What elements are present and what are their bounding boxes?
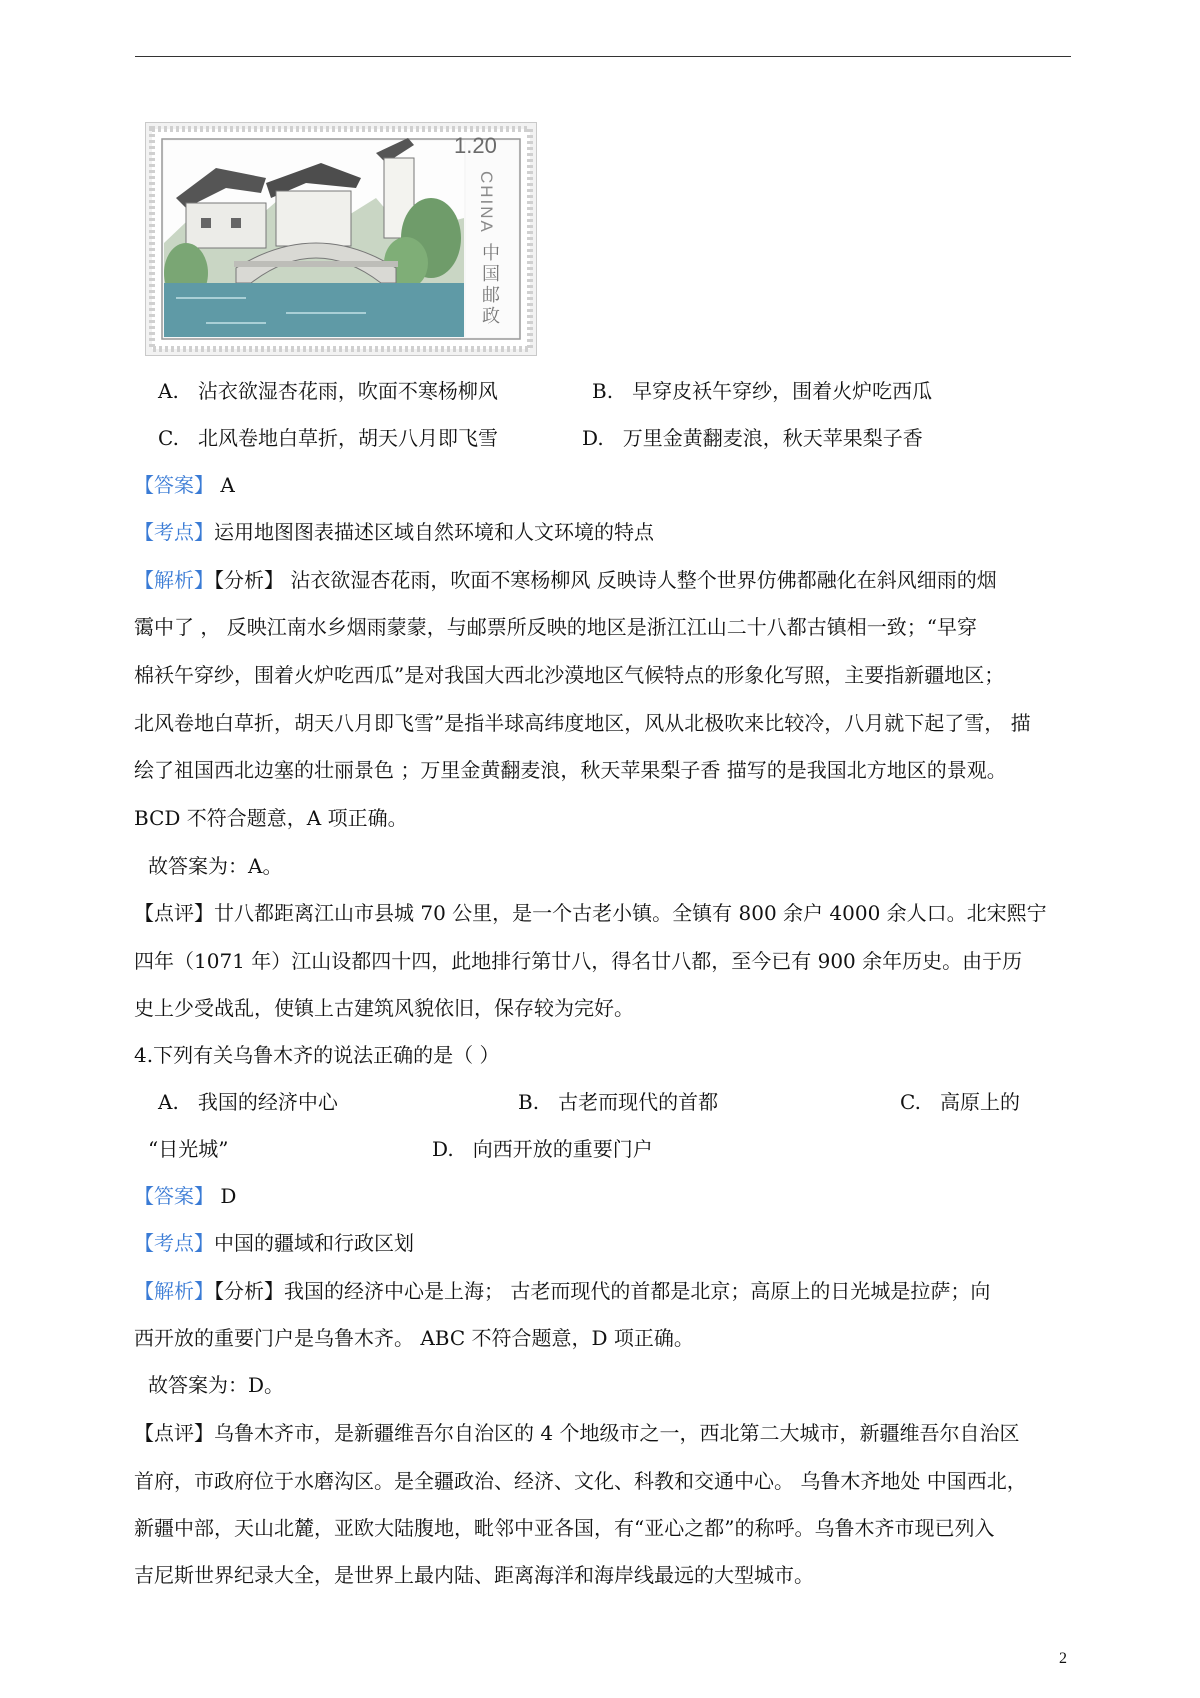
q3-analysis-line-4: 北风卷地白草折，胡天八月即飞雪”是指半球高纬度地区，风从北极吹来比较冷，八月就下起了雪， 描 bbox=[134, 711, 1031, 735]
q4-point: 【考点】中国的疆域和行政区划 bbox=[134, 1231, 414, 1255]
stamp-country: CHINA bbox=[477, 171, 496, 234]
q4-analysis-line-1: 【解析】【分析】我国的经济中心是上海； 古老而现代的首都是北京；高原上的日光城是拉萨；向 bbox=[134, 1279, 991, 1303]
q3-comment-line-2: 四年（1071 年）江山设都四十四，此地排行第廿八，得名廿八都，至今已有 900 余年历史。由于历 bbox=[134, 949, 1023, 973]
q4-comment-line-1: 【点评】乌鲁木齐市，是新疆维吾尔自治区的 4 个地级市之一，西北第二大城市，新疆维吾尔自治区 bbox=[134, 1421, 1020, 1445]
q3-option-c: C. 北风卷地白草折，胡天八月即飞雪 bbox=[158, 426, 499, 450]
q3-comment-line-1: 【点评】廿八都距离江山市县城 70 公里，是一个古老小镇。全镇有 800 余户 4000 余人口。北宋熙宁 bbox=[134, 901, 1047, 925]
q3-analysis-line-1: 【解析】【分析】 沾衣欲湿杏花雨，吹面不寒杨柳风 反映诗人整个世界仿佛都融化在斜风细雨的烟 bbox=[134, 568, 997, 592]
q4-option-c-cont: “日光城” bbox=[148, 1137, 229, 1161]
q3-analysis-line-5: 绘了祖国西北边塞的壮丽景色 ；万里金黄翻麦浪，秋天苹果梨子香 描写的是我国北方地区的景观。 bbox=[134, 758, 1007, 782]
q4-analysis-line-2: 西开放的重要门户是乌鲁木齐。 ABC 不符合题意，D 项正确。 bbox=[134, 1326, 694, 1350]
q4-answer: 【答案】 D bbox=[134, 1184, 237, 1208]
q4-conclusion: 故答案为：D。 bbox=[148, 1373, 285, 1397]
q3-analysis-line-3: 棉袄午穿纱，围着火炉吃西瓜”是对我国大西北沙漠地区气候特点的形象化写照，主要指新疆地区； bbox=[134, 663, 1005, 687]
q3-analysis-line-2: 霭中了 ， 反映江南水乡烟雨蒙蒙，与邮票所反映的地区是浙江江山二十八都古镇相一致；“早穿 bbox=[134, 615, 977, 639]
q4-option-a: A. 我国的经济中心 bbox=[158, 1090, 338, 1114]
stamp-post: 中国邮政 bbox=[479, 243, 500, 327]
q4-option-c: C. 高原上的 bbox=[900, 1090, 1021, 1114]
q3-conclusion: 故答案为：A。 bbox=[148, 854, 283, 878]
q3-option-b: B. 早穿皮袄午穿纱，围着火炉吃西瓜 bbox=[592, 379, 933, 403]
stamp-value: 1.20 bbox=[454, 133, 497, 158]
q4-comment-line-2: 首府，市政府位于水磨沟区。是全疆政治、经济、文化、科教和交通中心。 乌鲁木齐地处 中国西北， bbox=[134, 1469, 1027, 1493]
q4-comment-line-4: 吉尼斯世界纪录大全，是世界上最内陆、距离海洋和海岸线最远的大型城市。 bbox=[134, 1563, 814, 1587]
q4-comment-line-3: 新疆中部，天山北麓，亚欧大陆腹地，毗邻中亚各国，有“亚心之都”的称呼。乌鲁木齐市现已列入 bbox=[134, 1516, 995, 1540]
q3-option-d: D. 万里金黄翻麦浪，秋天苹果梨子香 bbox=[582, 426, 923, 450]
stamp-image bbox=[145, 122, 537, 356]
q3-answer: 【答案】 A bbox=[134, 473, 235, 497]
header-rule bbox=[135, 56, 1071, 57]
q4-option-d: D. 向西开放的重要门户 bbox=[432, 1137, 653, 1161]
q4-option-b: B. 古老而现代的首都 bbox=[518, 1090, 719, 1114]
q3-comment-line-3: 史上少受战乱，使镇上古建筑风貌依旧，保存较为完好。 bbox=[134, 996, 634, 1020]
q3-analysis-line-6: BCD 不符合题意，A 项正确。 bbox=[134, 806, 408, 830]
q3-option-a: A. 沾衣欲湿杏花雨，吹面不寒杨柳风 bbox=[158, 379, 498, 403]
q4-stem: 4.下列有关乌鲁木齐的说法正确的是（ ） bbox=[134, 1043, 500, 1067]
q3-point: 【考点】运用地图图表描述区域自然环境和人文环境的特点 bbox=[134, 520, 654, 544]
page-number: 2 bbox=[1059, 1650, 1067, 1667]
